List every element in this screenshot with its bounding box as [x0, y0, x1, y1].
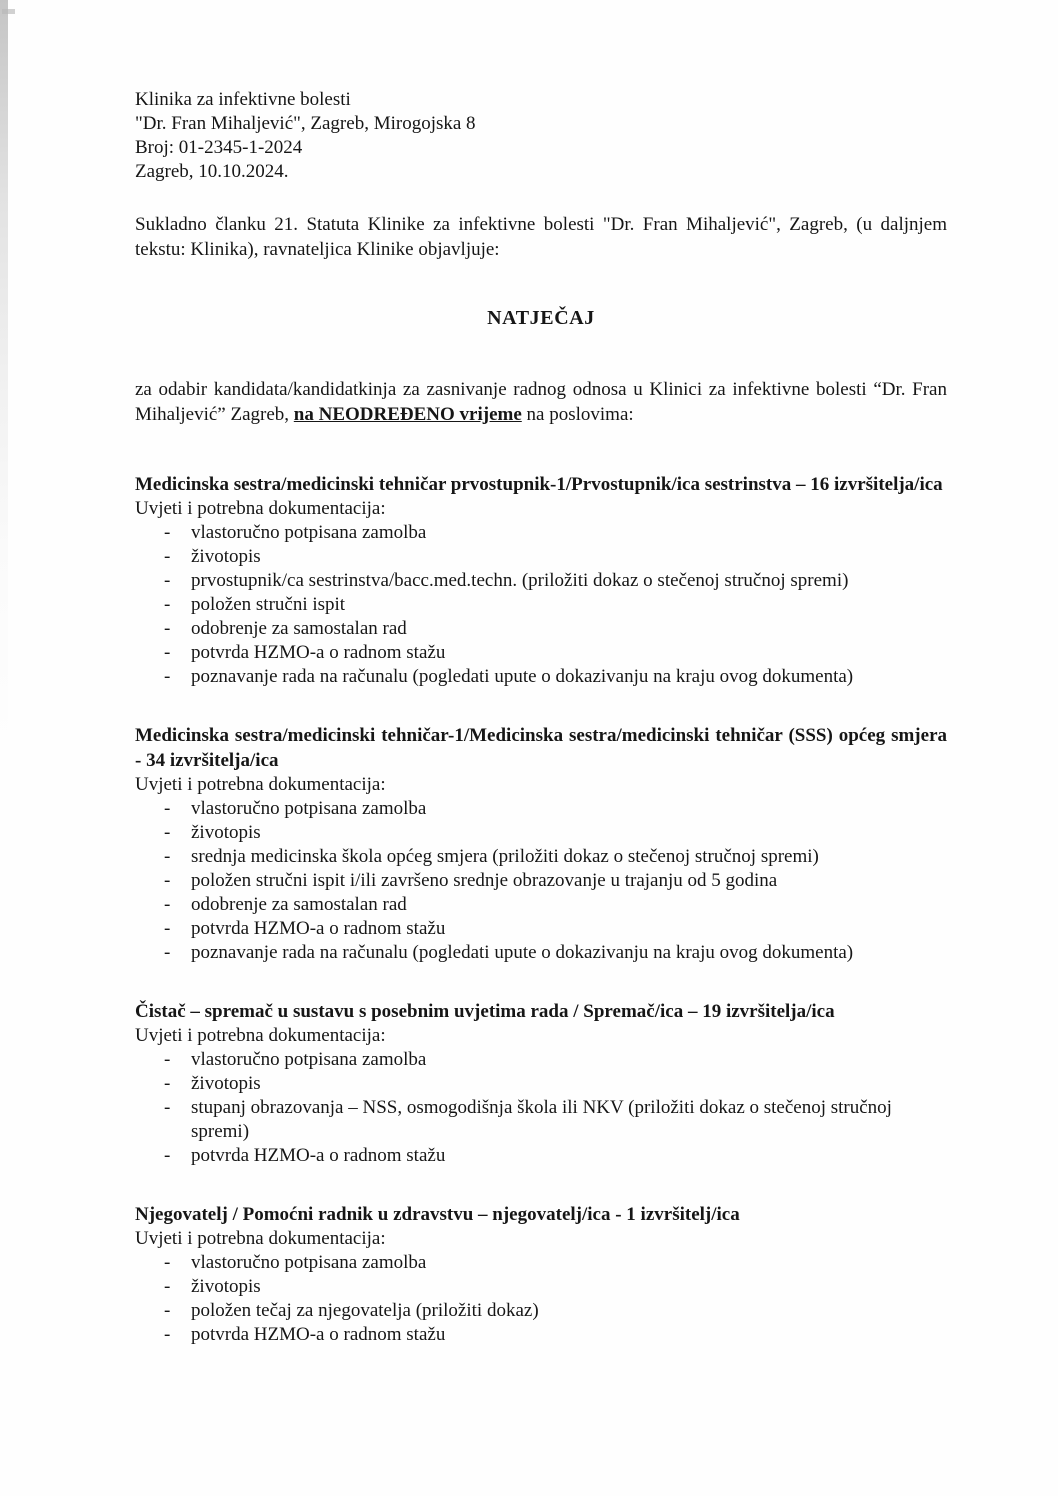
requirement-item	[135, 617, 947, 641]
requirement-item	[135, 821, 947, 845]
requirement-text: poznavanje rada na računalu (pogledati upute o dokazivanju na kraju ovog dokumenta)	[191, 666, 854, 687]
dash-bullet: -	[164, 666, 171, 687]
requirement-text: životopis	[191, 546, 261, 567]
requirement-text: odobrenje za samostalan rad	[191, 618, 407, 639]
subject-emphasis: na NEODREĐENO vrijeme	[293, 404, 522, 425]
dash-bullet: -	[164, 594, 171, 615]
org-address-line: "Dr. Fran Mihaljević", Zagreb, Mirogojska 8	[135, 113, 476, 134]
requirement-item	[135, 797, 947, 821]
requirement-text: vlastoručno potpisana zamolba	[191, 1049, 427, 1070]
requirements-list	[135, 1048, 947, 1168]
dash-bullet: -	[164, 942, 171, 963]
dash-bullet: -	[164, 798, 171, 819]
position-title: Čistač – spremač u sustavu s posebnim uvjetima rada / Spremač/ica – 19 izvršitelja/ica	[135, 1001, 835, 1022]
position-block-3	[135, 999, 947, 1168]
dash-bullet: -	[164, 570, 171, 591]
scanner-corner-artifact	[2, 9, 15, 14]
org-name-line: Klinika za infektivne bolesti	[135, 89, 351, 110]
requirement-text: položen tečaj za njegovatelja (priložiti dokaz)	[191, 1300, 539, 1321]
requirement-text: položen stručni ispit i/ili završeno srednje obrazovanje u trajanju od 5 godina	[191, 870, 778, 891]
requirements-list	[135, 521, 947, 689]
requirement-text: životopis	[191, 822, 261, 843]
dash-bullet: -	[164, 522, 171, 543]
dash-bullet: -	[164, 846, 171, 867]
dash-bullet: -	[164, 546, 171, 567]
intro-paragraph: Sukladno članku 21. Statuta Klinike za infektivne bolesti "Dr. Fran Mihaljević", Zagreb, (u daljnjem tekstu: Klinika), ravnateljica Klinike objavljuje:	[135, 214, 947, 260]
requirement-item	[135, 1323, 947, 1347]
requirements-list	[135, 1251, 947, 1347]
requirement-item	[135, 1275, 947, 1299]
requirement-text: vlastoručno potpisana zamolba	[191, 522, 427, 543]
requirement-item	[135, 1251, 947, 1275]
requirement-item	[135, 569, 947, 593]
requirement-item	[135, 593, 947, 617]
conditions-label: Uvjeti i potrebna dokumentacija:	[135, 774, 386, 795]
position-block-2	[135, 723, 947, 965]
dash-bullet: -	[164, 1097, 171, 1118]
document-content	[135, 88, 947, 1347]
dash-bullet: -	[164, 1252, 171, 1273]
dash-bullet: -	[164, 1073, 171, 1094]
conditions-label: Uvjeti i potrebna dokumentacija:	[135, 1228, 386, 1249]
requirement-item	[135, 665, 947, 689]
requirement-item	[135, 845, 947, 869]
requirement-text: potvrda HZMO-a o radnom stažu	[191, 1145, 446, 1166]
requirement-item	[135, 521, 947, 545]
subject-suffix: na poslovima:	[526, 404, 634, 425]
conditions-label: Uvjeti i potrebna dokumentacija:	[135, 498, 386, 519]
requirement-item	[135, 1299, 947, 1323]
dash-bullet: -	[164, 822, 171, 843]
requirement-item	[135, 1144, 947, 1168]
requirement-text: potvrda HZMO-a o radnom stažu	[191, 642, 446, 663]
requirement-item	[135, 641, 947, 665]
position-block-4	[135, 1202, 947, 1347]
requirement-text: poznavanje rada na računalu (pogledati upute o dokazivanju na kraju ovog dokumenta)	[191, 942, 854, 963]
position-block-1	[135, 472, 947, 689]
dash-bullet: -	[164, 1145, 171, 1166]
requirement-text: srednja medicinska škola općeg smjera (priložiti dokaz o stečenoj stručnoj spremi)	[191, 846, 819, 867]
document-title: NATJEČAJ	[487, 307, 595, 329]
requirement-text: vlastoručno potpisana zamolba	[191, 798, 427, 819]
requirement-text: odobrenje za samostalan rad	[191, 894, 407, 915]
requirement-text: potvrda HZMO-a o radnom stažu	[191, 1324, 446, 1345]
requirement-item	[135, 1096, 947, 1144]
requirement-item	[135, 941, 947, 965]
dash-bullet: -	[164, 618, 171, 639]
reference-number-line: Broj: 01-2345-1-2024	[135, 137, 303, 158]
dash-bullet: -	[164, 642, 171, 663]
requirement-text: prvostupnik/ca sestrinstva/bacc.med.techn. (priložiti dokaz o stečenoj stručnoj spremi)	[191, 570, 849, 591]
conditions-label: Uvjeti i potrebna dokumentacija:	[135, 1025, 386, 1046]
position-title: Njegovatelj / Pomoćni radnik u zdravstvu – njegovatelj/ica - 1 izvršitelj/ica	[135, 1204, 740, 1225]
letterhead	[135, 88, 947, 184]
subject-prefix: za odabir kandidata/kandidatkinja za zasnivanje radnog odnosa u Klinici za infektivne bolesti “Dr. Fran Mihaljević” Zagreb,	[135, 379, 947, 425]
date-line: Zagreb, 10.10.2024.	[135, 161, 289, 182]
dash-bullet: -	[164, 1049, 171, 1070]
scanner-edge-artifact	[0, 0, 8, 800]
requirement-item	[135, 1048, 947, 1072]
dash-bullet: -	[164, 1276, 171, 1297]
requirement-text: stupanj obrazovanja – NSS, osmogodišnja škola ili NKV (priložiti dokaz o stečenoj stručnoj spremi)	[191, 1097, 892, 1142]
dash-bullet: -	[164, 1300, 171, 1321]
requirement-item	[135, 917, 947, 941]
requirement-text: životopis	[191, 1073, 261, 1094]
dash-bullet: -	[164, 870, 171, 891]
position-title: Medicinska sestra/medicinski tehničar prvostupnik-1/Prvostupnik/ica sestrinstva – 16 izvršitelja/ica	[135, 474, 943, 495]
dash-bullet: -	[164, 894, 171, 915]
requirement-item	[135, 545, 947, 569]
requirements-list	[135, 797, 947, 965]
subject-paragraph	[135, 377, 947, 427]
requirement-item	[135, 869, 947, 893]
requirement-item	[135, 1072, 947, 1096]
requirement-item	[135, 893, 947, 917]
dash-bullet: -	[164, 918, 171, 939]
requirement-text: vlastoručno potpisana zamolba	[191, 1252, 427, 1273]
requirement-text: položen stručni ispit	[191, 594, 346, 615]
dash-bullet: -	[164, 1324, 171, 1345]
requirement-text: potvrda HZMO-a o radnom stažu	[191, 918, 446, 939]
requirement-text: životopis	[191, 1276, 261, 1297]
position-title: Medicinska sestra/medicinski tehničar-1/Medicinska sestra/medicinski tehničar (SSS) općeg smjera - 34 izvršitelja/ica	[135, 725, 947, 771]
